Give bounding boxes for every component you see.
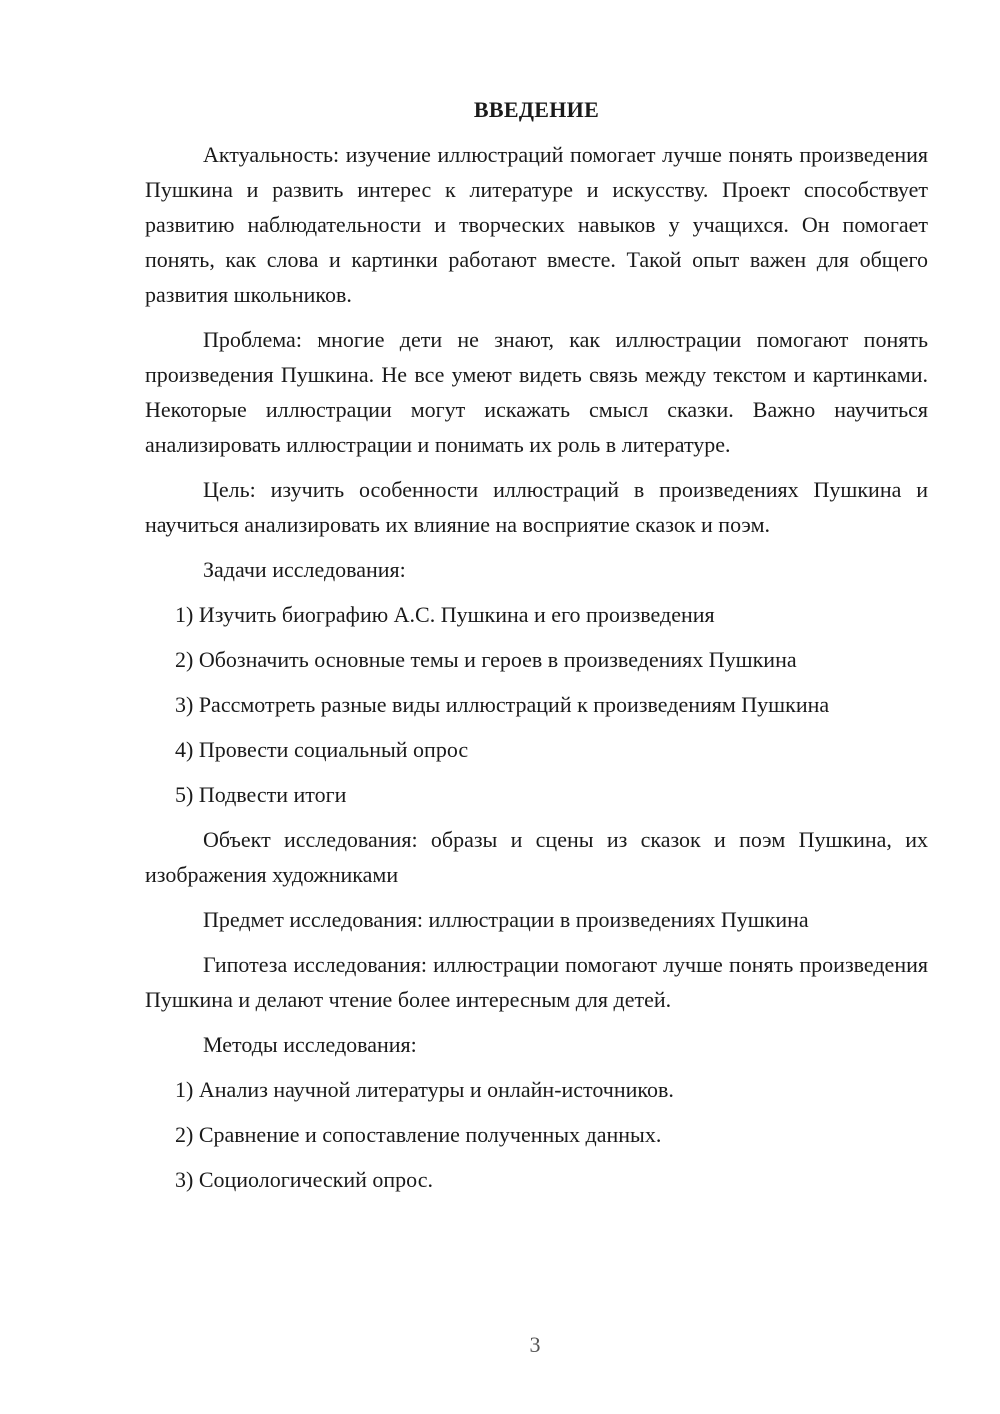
method-item: 3) Социологический опрос.: [175, 1167, 433, 1192]
task-item: 5) Подвести итоги: [175, 782, 347, 807]
task-item: 3) Рассмотреть разные виды иллюстраций к произведениям Пушкина: [175, 692, 830, 717]
tasks-list: [145, 597, 928, 812]
methods-list: [145, 1072, 928, 1197]
task-item: 2) Обозначить основные темы и героев в произведениях Пушкина: [175, 647, 797, 672]
tasks-heading: Задачи исследования:: [203, 557, 406, 582]
problem-paragraph: Проблема: многие дети не знают, как иллюстрации помогают понять произведения Пушкина. Не все умеют видеть связь между текстом и картинками. Некоторые иллюстрации могут искажать смысл сказки. Важно научиться анализировать иллюстрации и понимать их роль в литературе.: [145, 327, 928, 457]
subject-paragraph: Предмет исследования: иллюстрации в произведениях Пушкина: [203, 907, 809, 932]
page-number: 3: [529, 1332, 541, 1357]
hypothesis-paragraph: Гипотеза исследования: иллюстрации помогают лучше понять произведения Пушкина и делают чтение более интересным для детей.: [145, 952, 928, 1012]
goal-paragraph: Цель: изучить особенности иллюстраций в произведениях Пушкина и научиться анализировать их влияние на восприятие сказок и поэм.: [145, 477, 928, 537]
methods-heading: Методы исследования:: [203, 1032, 417, 1057]
object-paragraph: Объект исследования: образы и сцены из сказок и поэм Пушкина, их изображения художниками: [145, 827, 928, 887]
task-item: 4) Провести социальный опрос: [175, 737, 469, 762]
section-title: ВВЕДЕНИЕ: [473, 97, 600, 122]
task-item: 1) Изучить биографию А.С. Пушкина и его произведения: [175, 602, 715, 627]
method-item: 2) Сравнение и сопоставление полученных данных.: [175, 1122, 662, 1147]
method-item: 1) Анализ научной литературы и онлайн-источников.: [175, 1077, 674, 1102]
document-page: [145, 92, 928, 1207]
relevance-paragraph: Актуальность: изучение иллюстраций помогает лучше понять произведения Пушкина и развить интерес к литературе и искусству. Проект способствует развитию наблюдательности и творческих навыков у учащихся. Он помогает понять, как слова и картинки работают вместе. Такой опыт важен для общего развития школьников.: [145, 142, 928, 307]
